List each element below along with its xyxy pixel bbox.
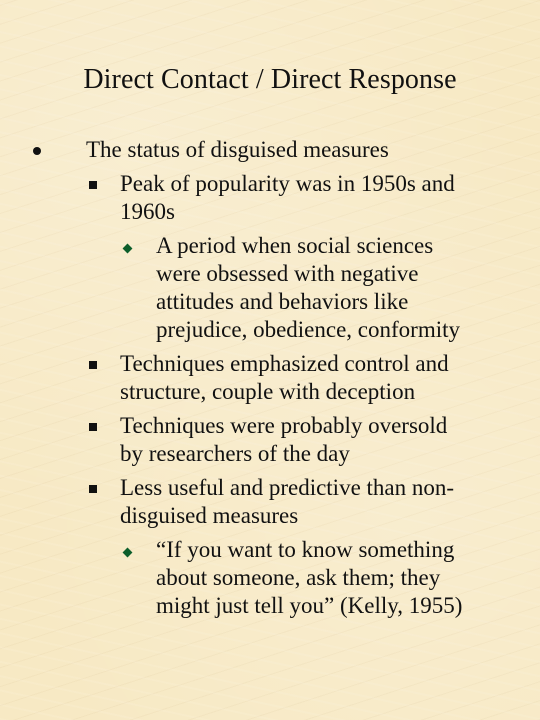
diamond-bullet-shape: [122, 243, 132, 253]
diamond-bullet-icon: [120, 545, 134, 559]
bullet-line-12: Less useful and predictive than non-: [120, 475, 455, 500]
bullet-line-3: 1960s: [120, 199, 175, 224]
square-bullet-icon: [86, 178, 100, 192]
square-bullet-icon: [86, 482, 100, 496]
bullet-line-1: The status of disguised measures: [86, 137, 389, 162]
bullet-line-16: might just tell you” (Kelly, 1955): [156, 593, 463, 618]
bullet-line-7: prejudice, obedience, conformity: [156, 317, 460, 342]
square-bullet-shape: [89, 485, 97, 493]
diamond-bullet-icon: [120, 241, 134, 255]
bullet-line-5: were obsessed with negative: [156, 261, 419, 286]
bullet-line-14: “If you want to know something: [156, 537, 455, 562]
square-bullet-icon: [86, 358, 100, 372]
square-bullet-shape: [89, 181, 97, 189]
square-bullet-shape: [89, 361, 97, 369]
bullet-line-4: A period when social sciences: [156, 233, 434, 258]
square-bullet-shape: [89, 423, 97, 431]
bullet-line-15: about someone, ask them; they: [156, 565, 441, 590]
round-bullet-shape: [33, 147, 41, 155]
bullet-line-2: Peak of popularity was in 1950s and: [120, 171, 455, 196]
bullet-line-10: Techniques were probably oversold: [120, 413, 448, 438]
bullet-line-8: Techniques emphasized control and: [120, 351, 449, 376]
bullet-line-11: by researchers of the day: [120, 441, 350, 466]
slide-title: Direct Contact / Direct Response: [83, 64, 457, 95]
bullet-line-9: structure, couple with deception: [120, 379, 416, 404]
square-bullet-icon: [86, 420, 100, 434]
slide-content: [0, 136, 540, 696]
diamond-bullet-shape: [122, 547, 132, 557]
round-bullet-icon: [30, 144, 44, 158]
bullet-line-6: attitudes and behaviors like: [156, 289, 409, 314]
bullet-line-13: disguised measures: [120, 503, 299, 528]
